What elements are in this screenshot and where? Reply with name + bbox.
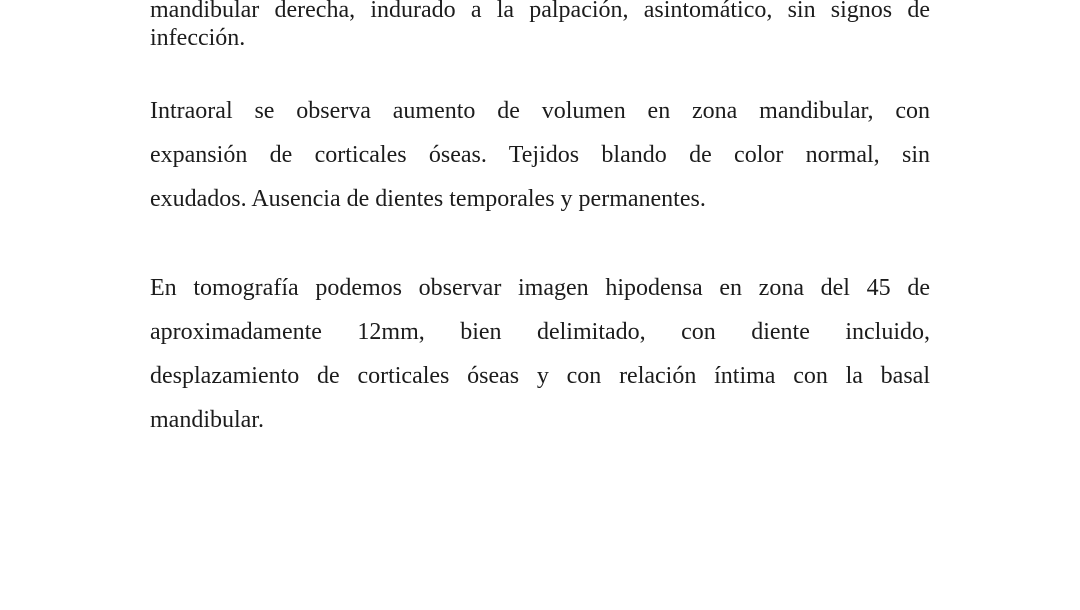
text-line: infección. (150, 25, 246, 51)
text-line: En tomografía podemos observar imagen hipodensa en zona del 45 de (150, 275, 930, 301)
text-line: desplazamiento de corticales óseas y con relación íntima con la basal (150, 363, 930, 389)
text-line: aproximadamente 12mm, bien delimitado, con diente incluido, (150, 319, 930, 345)
text-line: mandibular. (150, 407, 264, 433)
text-line: exudados. Ausencia de dientes temporales y permanentes. (150, 186, 706, 212)
text-line: mandibular derecha, indurado a la palpación, asintomático, sin signos de (150, 0, 930, 23)
text-line: Intraoral se observa aumento de volumen en zona mandibular, con (150, 98, 930, 124)
text-line: expansión de corticales óseas. Tejidos blando de color normal, sin (150, 142, 930, 168)
